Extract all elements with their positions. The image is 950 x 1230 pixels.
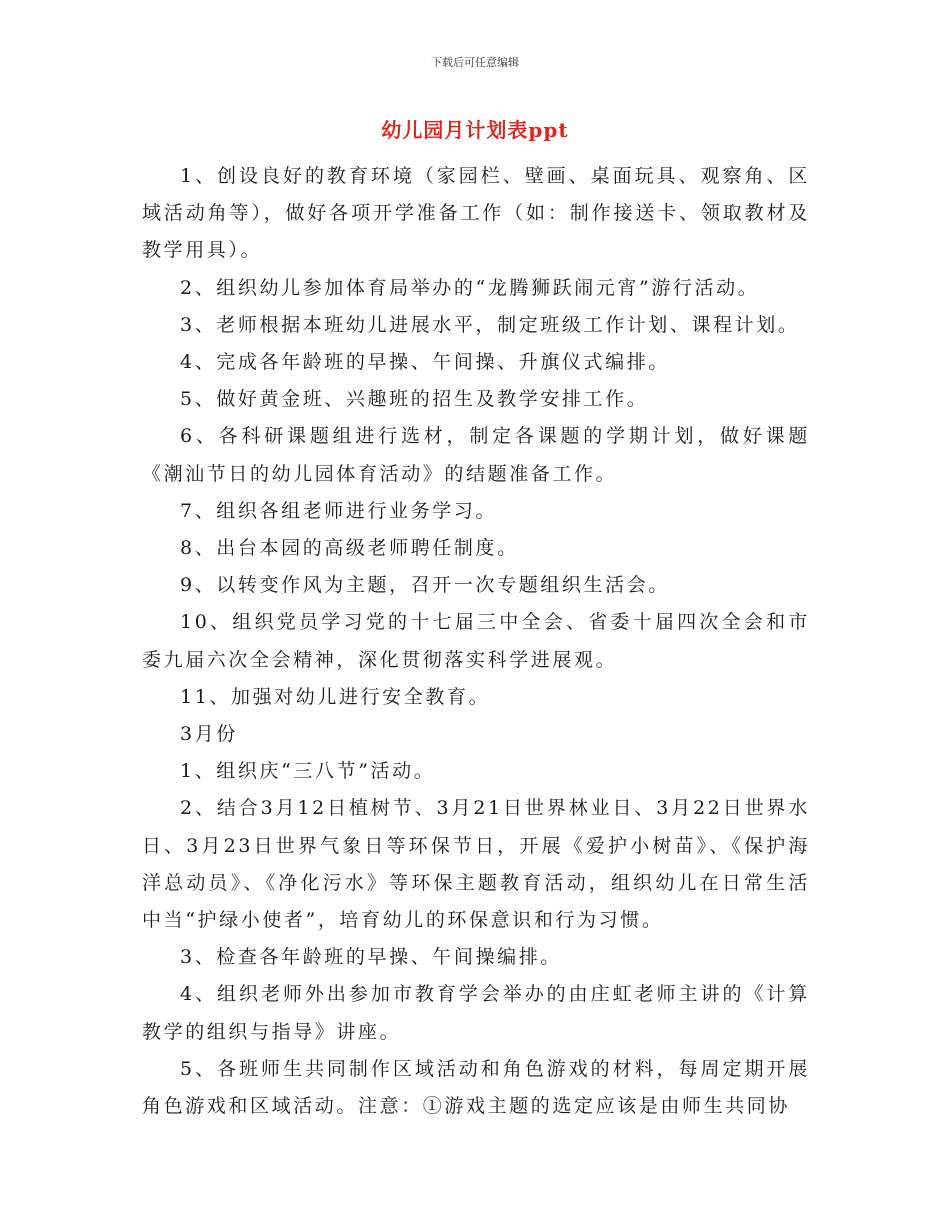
paragraph: 8、出台本园的高级老师聘任制度。 (180, 537, 519, 560)
paragraph: 7、组织各组老师进行业务学习。 (180, 499, 498, 522)
paragraph: 2、组织幼儿参加体育局举办的“龙腾狮跃闹元宵”游行活动。 (180, 276, 760, 299)
paragraph: 5、各班师生共同制作区域活动和角色游戏的材料，每周定期开展角色游戏和区域活动。注意：①游戏主题的选定应该是由师生共同协 (142, 1057, 810, 1118)
paragraph: 11、加强对幼儿进行安全教育。 (180, 685, 491, 708)
paragraph: 10、组织党员学习党的十七届三中全会、省委十届四次全会和市委九届六次全会精神，深化贯彻落实科学进展观。 (142, 611, 810, 671)
section-heading-march: 3月份 (180, 723, 238, 746)
paragraph: 2、结合3月12日植树节、3月21日世界林业日、3月22日世界水日、3月23日世界气象日等环保节日，开展《爱护小树苗》、《保护海洋总动员》、《净化污水》等环保主题教育活动，组织幼儿在日常生活中当“护绿小使者”，培育幼儿的环保意识和行为习惯。 (142, 797, 810, 932)
header-note: 下载后可任意编辑 (431, 56, 519, 69)
paragraph: 1、创设良好的教育环境（家园栏、壁画、桌面玩具、观察角、区域活动角等），做好各项开学准备工作（如：制作接送卡、领取教材及教学用具）。 (142, 165, 810, 262)
paragraph: 4、完成各年龄班的早操、午间操、升旗仪式编排。 (180, 351, 670, 374)
paragraph: 1、组织庆“三八节”活动。 (180, 760, 436, 783)
paragraph: 3、老师根据本班幼儿进展水平，制定班级工作计划、课程计划。 (180, 313, 800, 336)
paragraph: 5、做好黄金班、兴趣班的招生及教学安排工作。 (180, 388, 649, 411)
paragraph: 4、组织老师外出参加市教育学会举办的由庄虹老师主讲的《计算教学的组织与指导》讲座。 (142, 983, 810, 1043)
document-title: 幼儿园月计划表ppt (381, 118, 569, 142)
paragraph: 3、检查各年龄班的早操、午间操编排。 (180, 946, 562, 969)
paragraph: 6、各科研课题组进行选材，制定各课题的学期计划，做好课题《潮汕节日的幼儿园体育活动》的结题准备工作。 (142, 425, 810, 485)
document-body (142, 158, 810, 1125)
paragraph: 9、以转变作风为主题，召开一次专题组织生活会。 (180, 574, 670, 597)
